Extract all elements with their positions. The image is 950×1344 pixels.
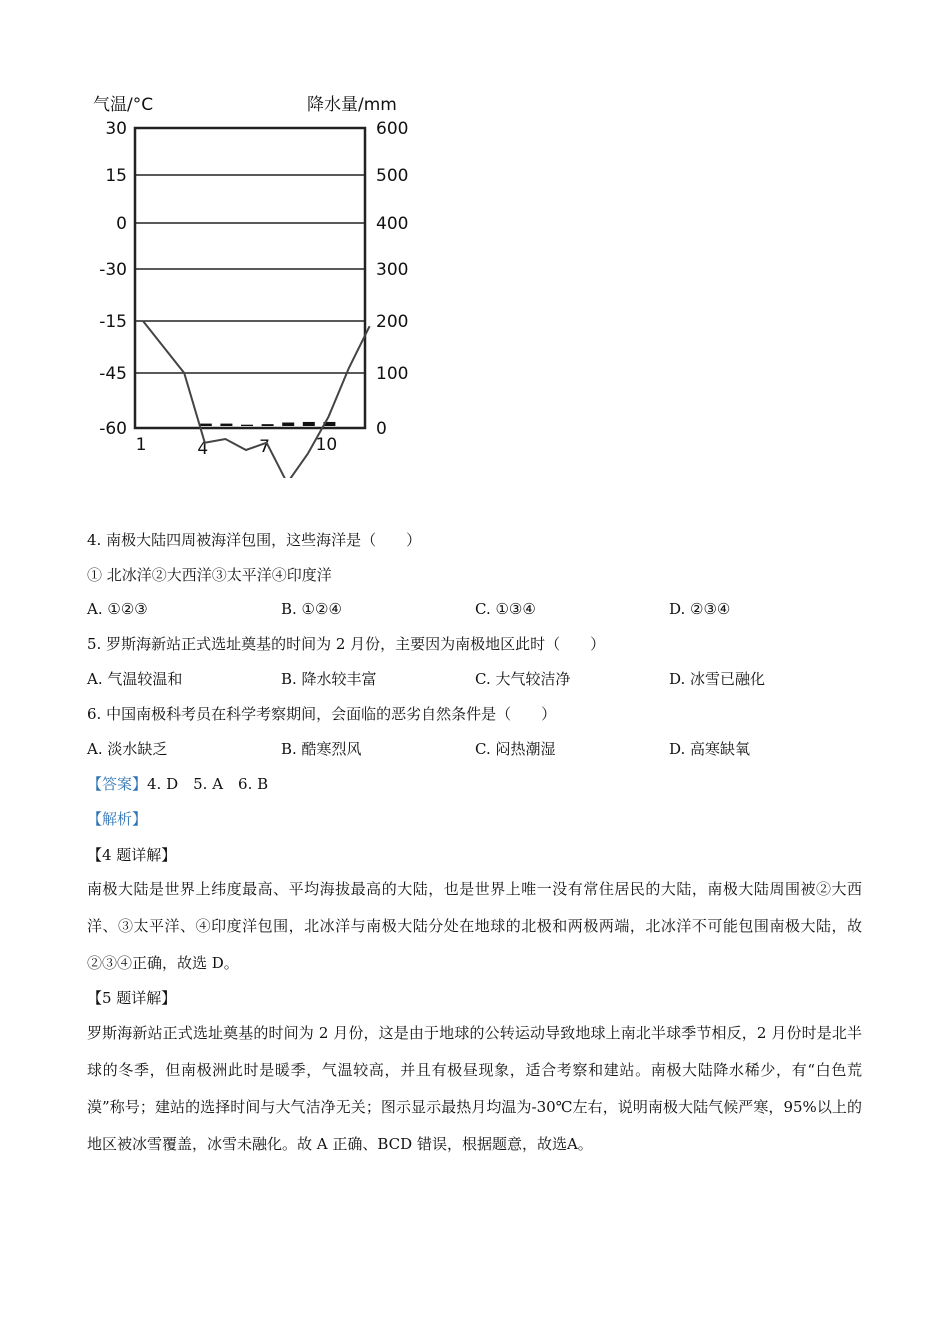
month-tick-label: 10 xyxy=(315,435,338,455)
question-4-choice-c: C. ①③④ xyxy=(475,600,536,618)
answer-tag: 【答案】 xyxy=(87,775,148,793)
question-5-choice-c: C. 大气较洁净 xyxy=(475,670,571,688)
temperature-tick-label: -60 xyxy=(99,419,127,439)
precipitation-tick-label: 0 xyxy=(376,419,387,439)
precipitation-bar xyxy=(200,424,212,426)
question-5-detail-text: 罗斯海新站正式选址奠基的时间为 2 月份，这是由于地球的公转运动导致地球上南北半球季节相反，2 月份时是北半球的冬季，但南极洲此时是暖季，气温较高，并且有极昼现象，适合考察和建站。南极大陆降水稀少，有“白色荒漠”称号；建站的选择时间与大气洁净无关；图示显示最热月均温为-30℃左右，说明南极大陆气候严寒，95%以上的地区被冰雪覆盖，冰雪未融化。故 A 正确、BCD 错误，根据题意，故选A。 xyxy=(87,1024,862,1153)
precipitation-tick-label: 600 xyxy=(376,119,409,139)
temperature-tick-label: 0 xyxy=(116,214,127,234)
question-4-choice-a: A. ①②③ xyxy=(87,600,148,618)
temperature-tick-label: 30 xyxy=(105,119,127,139)
precipitation-bar xyxy=(241,425,253,426)
temperature-tick-label: -45 xyxy=(99,364,127,384)
precipitation-tick-label: 100 xyxy=(376,364,409,384)
temperature-tick-label: -30 xyxy=(99,260,127,280)
precipitation-bar xyxy=(303,422,315,426)
precipitation-tick-label: 300 xyxy=(376,260,409,280)
question-5-choice-d: D. 冰雪已融化 xyxy=(669,670,766,688)
temperature-tick-label: 15 xyxy=(105,166,127,186)
question-5-stem: 5. 罗斯海新站正式选址奠基的时间为 2 月份，主要因为南极地区此时（ ） xyxy=(87,635,606,653)
question-6-choice-a: A. 淡水缺乏 xyxy=(87,740,168,758)
question-4-detail-text: 南极大陆是世界上纬度最高、平均海拔最高的大陆，也是世界上唯一没有常住居民的大陆，南极大陆周围被②大西洋、③太平洋、④印度洋包围，北冰洋与南极大陆分处在地球的北极和两极两端，北冰洋不可能包围南极大陆，故②③④正确，故选 D。 xyxy=(87,880,862,972)
question-5-detail-title: 【5 题详解】 xyxy=(87,989,177,1007)
answer-text: 4. D 5. A 6. B xyxy=(147,775,269,793)
month-tick-label: 4 xyxy=(197,439,209,459)
question-6-choice-b: B. 酷寒烈风 xyxy=(281,740,362,758)
precipitation-bar xyxy=(220,424,232,426)
answer-line xyxy=(87,774,268,794)
climate-chart xyxy=(85,88,425,478)
precipitation-bar xyxy=(262,424,274,426)
precipitation-ticks xyxy=(376,119,408,439)
precipitation-tick-label: 500 xyxy=(376,166,409,186)
precipitation-bar xyxy=(282,423,294,427)
question-5-choice-b: B. 降水较丰富 xyxy=(281,670,377,688)
temperature-ticks xyxy=(99,119,127,439)
question-6-stem: 6. 中国南极科考员在科学考察期间，会面临的恶劣自然条件是（ ） xyxy=(87,705,557,723)
question-6-choice-d: D. 高寒缺氧 xyxy=(669,740,751,758)
question-4-choice-d: D. ②③④ xyxy=(669,600,731,618)
precipitation-tick-label: 200 xyxy=(376,312,409,332)
gridlines xyxy=(135,175,365,373)
question-4-statement-list: ① 北冰洋②大西洋③太平洋④印度洋 xyxy=(87,566,332,584)
temperature-axis-label: 气温/°C xyxy=(93,95,154,115)
question-4-detail-title: 【4 题详解】 xyxy=(87,846,177,864)
month-tick-label: 7 xyxy=(259,437,271,457)
precipitation-bars xyxy=(200,422,336,426)
precipitation-axis-label: 降水量/mm xyxy=(307,95,397,115)
month-tick-label: 1 xyxy=(135,435,147,455)
question-6-choice-c: C. 闷热潮湿 xyxy=(475,740,556,758)
question-5-choice-a: A. 气温较温和 xyxy=(87,670,183,688)
question-4-choice-b: B. ①②④ xyxy=(281,600,342,618)
plot-frame xyxy=(135,128,365,428)
question-4-stem: 4. 南极大陆四周被海洋包围，这些海洋是（ ） xyxy=(87,531,422,549)
temperature-tick-label: -15 xyxy=(99,312,127,332)
analysis-tag: 【解析】 xyxy=(87,810,148,828)
precipitation-tick-label: 400 xyxy=(376,214,409,234)
